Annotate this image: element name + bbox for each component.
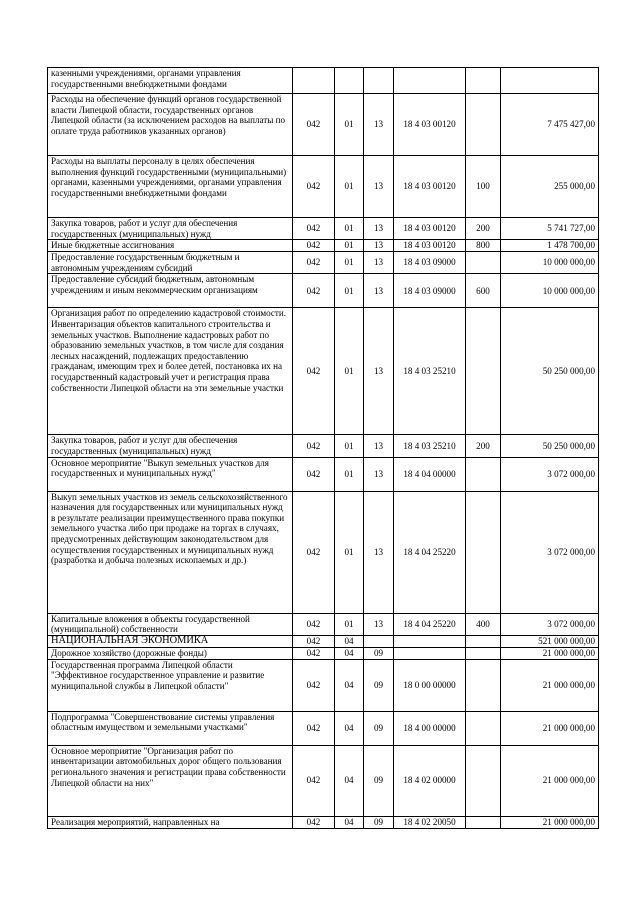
cell-vr: 200: [466, 435, 501, 457]
cell-csr: 18 4 03 25210: [394, 308, 466, 435]
cell-rz: 01: [335, 491, 364, 613]
cell-rz: 01: [335, 240, 364, 252]
cell-rz: 04: [335, 659, 364, 711]
cell-sum: 21 000 000,00: [501, 816, 599, 828]
cell-name: Закупка товаров, работ и услуг для обеспечения государственных (муниципальных) нужд: [48, 218, 293, 240]
cell-vr: [466, 94, 501, 156]
table-row: [48, 156, 599, 218]
table-row: [48, 308, 599, 435]
cell-csr: 18 4 03 00120: [394, 156, 466, 218]
cell-pr: 13: [364, 94, 394, 156]
cell-gr: 042: [293, 435, 335, 457]
cell-gr: 042: [293, 94, 335, 156]
cell-rz: 01: [335, 94, 364, 156]
table-row: [48, 274, 599, 308]
cell-pr: 13: [364, 252, 394, 274]
cell-name: Государственная программа Липецкой области "Эффективное государственное управление и развитие муниципальной службы в Липецкой области": [48, 659, 293, 711]
cell-vr: [466, 68, 501, 94]
table-row: [48, 816, 599, 828]
cell-csr: 18 4 03 25210: [394, 435, 466, 457]
cell-vr: 800: [466, 240, 501, 252]
cell-gr: 042: [293, 274, 335, 308]
cell-csr: 18 4 03 00120: [394, 218, 466, 240]
cell-csr: 18 4 03 09000: [394, 274, 466, 308]
cell-csr: [394, 635, 466, 647]
cell-pr: 13: [364, 457, 394, 491]
cell-vr: [466, 308, 501, 435]
cell-sum: 50 250 000,00: [501, 435, 599, 457]
cell-sum: 255 000,00: [501, 156, 599, 218]
cell-name: Подпрограмма "Совершенствование системы управления областным имуществом и земельными участками": [48, 711, 293, 745]
cell-sum: 3 072 000,00: [501, 613, 599, 635]
cell-gr: 042: [293, 816, 335, 828]
cell-sum: [501, 68, 599, 94]
cell-gr: 042: [293, 252, 335, 274]
table-row: [48, 457, 599, 491]
cell-gr: [293, 68, 335, 94]
cell-rz: 04: [335, 745, 364, 816]
cell-rz: 04: [335, 647, 364, 659]
cell-csr: 18 4 02 20050: [394, 816, 466, 828]
cell-pr: 09: [364, 659, 394, 711]
table-row: [48, 94, 599, 156]
cell-gr: 042: [293, 491, 335, 613]
cell-rz: 01: [335, 218, 364, 240]
table-row: [48, 745, 599, 816]
cell-csr: 18 4 03 00120: [394, 240, 466, 252]
cell-rz: 01: [335, 435, 364, 457]
cell-pr: 13: [364, 274, 394, 308]
cell-csr: 18 4 04 25220: [394, 491, 466, 613]
cell-vr: [466, 252, 501, 274]
budget-table: [47, 67, 599, 829]
cell-rz: 01: [335, 274, 364, 308]
cell-sum: 5 741 727,00: [501, 218, 599, 240]
cell-vr: [466, 491, 501, 613]
cell-name: Дорожное хозяйство (дорожные фонды): [48, 647, 293, 659]
table-row: [48, 68, 599, 94]
cell-name: Расходы на обеспечение функций органов государственной власти Липецкой области, государственных органов Липецкой области (за исключением расходов на выплаты по оплате труда работников указанных органов): [48, 94, 293, 156]
cell-gr: 042: [293, 711, 335, 745]
cell-sum: 3 072 000,00: [501, 457, 599, 491]
cell-sum: 1 478 700,00: [501, 240, 599, 252]
cell-pr: 13: [364, 613, 394, 635]
cell-csr: 18 4 04 00000: [394, 457, 466, 491]
cell-name: Основное мероприятие "Организация работ по инвентаризации автомобильных дорог общего пользования регионального значения и регистрации права собственности Липецкой области на них": [48, 745, 293, 816]
cell-gr: 042: [293, 156, 335, 218]
cell-name: Выкуп земельных участков из земель сельскохозяйственного назначения для государственных или муниципальных нужд в результате реализации преимущественного права покупки земельного участка либо при продаже на торгах в случаях, предусмотренных действующим законодательством для осуществления государственных и муниципальных нужд (разработка и добыча полезных ископаемых и др.): [48, 491, 293, 613]
cell-rz: 01: [335, 252, 364, 274]
cell-sum: 10 000 000,00: [501, 274, 599, 308]
cell-vr: [466, 745, 501, 816]
cell-name: Основное мероприятие "Выкуп земельных участков для государственных и муниципальных нужд": [48, 457, 293, 491]
cell-gr: 042: [293, 745, 335, 816]
cell-name: Предоставление субсидий бюджетным, автономным учреждениям и иным некоммерческим организациям: [48, 274, 293, 308]
cell-csr: 18 4 02 00000: [394, 745, 466, 816]
cell-sum: 10 000 000,00: [501, 252, 599, 274]
cell-pr: 13: [364, 435, 394, 457]
cell-pr: [364, 68, 394, 94]
cell-pr: 13: [364, 218, 394, 240]
cell-vr: [466, 457, 501, 491]
cell-gr: 042: [293, 240, 335, 252]
table-row: [48, 659, 599, 711]
cell-pr: 13: [364, 308, 394, 435]
cell-name: Организация работ по определению кадастровой стоимости. Инвентаризация объектов капитального строительства и земельных участков. Выполнение кадастровых работ по образованию земельных участков, в том числе для создания лесных насаждений, подлежащих предоставлению гражданам, имеющим трех и более детей, постановка их на государственный кадастровый учет и регистрация права собственности Липецкой области на эти земельные участки: [48, 308, 293, 435]
cell-rz: 04: [335, 635, 364, 647]
cell-vr: 600: [466, 274, 501, 308]
cell-sum: 521 000 000,00: [501, 635, 599, 647]
cell-sum: 50 250 000,00: [501, 308, 599, 435]
cell-vr: [466, 816, 501, 828]
cell-pr: 09: [364, 745, 394, 816]
cell-gr: 042: [293, 613, 335, 635]
cell-vr: [466, 711, 501, 745]
cell-pr: 09: [364, 816, 394, 828]
cell-sum: 21 000 000,00: [501, 745, 599, 816]
table-row: [48, 613, 599, 635]
cell-vr: 400: [466, 613, 501, 635]
cell-csr: 18 0 00 00000: [394, 659, 466, 711]
cell-gr: 042: [293, 659, 335, 711]
cell-sum: 21 000 000,00: [501, 647, 599, 659]
cell-rz: 01: [335, 308, 364, 435]
cell-vr: [466, 647, 501, 659]
cell-name: Реализация мероприятий, направленных на: [48, 816, 293, 828]
cell-pr: 13: [364, 156, 394, 218]
cell-pr: [364, 635, 394, 647]
table-row: [48, 252, 599, 274]
cell-csr: [394, 68, 466, 94]
cell-sum: 21 000 000,00: [501, 711, 599, 745]
cell-pr: 09: [364, 711, 394, 745]
table-row: [48, 240, 599, 252]
table-row: [48, 635, 599, 647]
cell-gr: 042: [293, 457, 335, 491]
cell-vr: [466, 659, 501, 711]
cell-name: Иные бюджетные ассигнования: [48, 240, 293, 252]
cell-csr: 18 4 04 25220: [394, 613, 466, 635]
cell-vr: 200: [466, 218, 501, 240]
table-row: [48, 491, 599, 613]
cell-rz: 01: [335, 613, 364, 635]
cell-rz: 04: [335, 711, 364, 745]
cell-csr: [394, 647, 466, 659]
cell-rz: 01: [335, 457, 364, 491]
cell-csr: 18 4 03 09000: [394, 252, 466, 274]
cell-gr: 042: [293, 635, 335, 647]
cell-gr: 042: [293, 647, 335, 659]
cell-name: Капитальные вложения в объекты государственной (муниципальной) собственности: [48, 613, 293, 635]
cell-gr: 042: [293, 218, 335, 240]
cell-sum: 3 072 000,00: [501, 491, 599, 613]
cell-csr: 18 4 03 00120: [394, 94, 466, 156]
cell-rz: [335, 68, 364, 94]
cell-gr: 042: [293, 308, 335, 435]
table-row: [48, 218, 599, 240]
cell-sum: 21 000 000,00: [501, 659, 599, 711]
cell-name: Расходы на выплаты персоналу в целях обеспечения выполнения функций государственными (муниципальными) органами, казенными учреждениями, органами управления государственными внебюджетными фондами: [48, 156, 293, 218]
cell-rz: 01: [335, 156, 364, 218]
cell-rz: 04: [335, 816, 364, 828]
cell-name: Закупка товаров, работ и услуг для обеспечения государственных (муниципальных) нужд: [48, 435, 293, 457]
cell-name: НАЦИОНАЛЬНАЯ ЭКОНОМИКА: [48, 635, 293, 647]
table-row: [48, 435, 599, 457]
table-row: [48, 711, 599, 745]
cell-pr: 13: [364, 491, 394, 613]
cell-csr: 18 4 00 00000: [394, 711, 466, 745]
cell-pr: 13: [364, 240, 394, 252]
cell-name: казенными учреждениями, органами управления государственными внебюджетными фондами: [48, 68, 293, 94]
cell-vr: [466, 635, 501, 647]
cell-name: Предоставление государственным бюджетным и автономным учреждениям субсидий: [48, 252, 293, 274]
cell-vr: 100: [466, 156, 501, 218]
cell-pr: 09: [364, 647, 394, 659]
cell-sum: 7 475 427,00: [501, 94, 599, 156]
table-row: [48, 647, 599, 659]
